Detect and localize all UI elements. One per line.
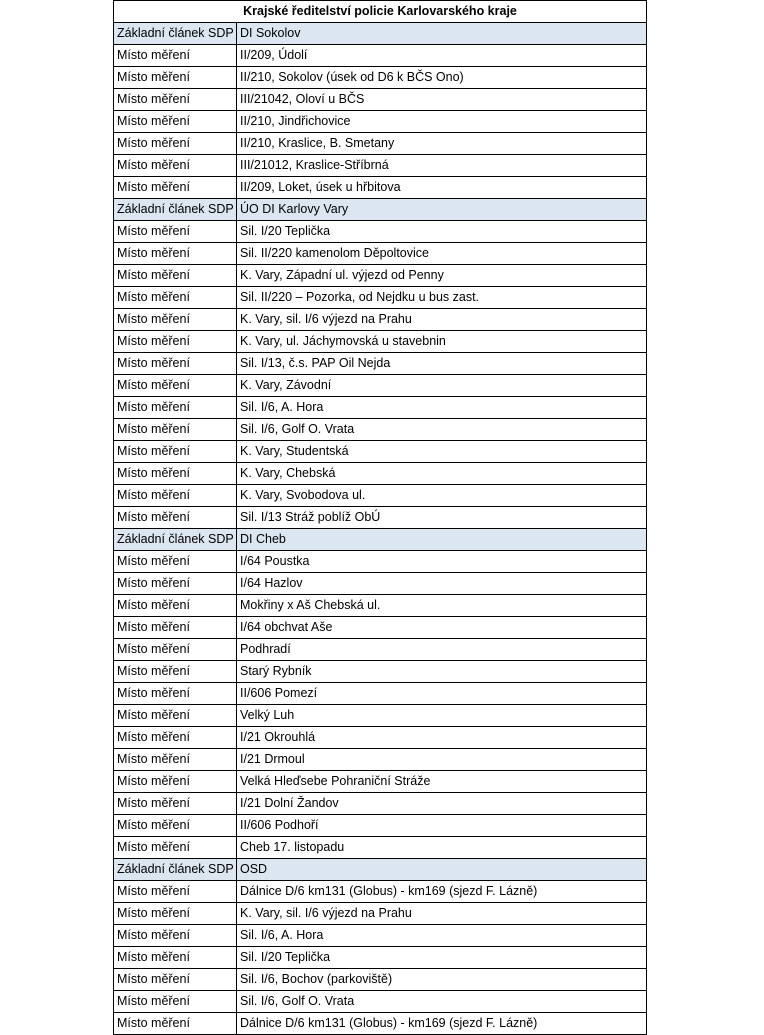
location-cell[interactable]: K. Vary, ul. Jáchymovská u stavebnin <box>237 331 647 353</box>
section-unit-cell[interactable]: DI Sokolov <box>237 23 647 45</box>
table-body <box>114 23 647 1035</box>
location-cell[interactable]: Sil. I/13, č.s. PAP Oil Nejda <box>237 353 647 375</box>
row-label-cell[interactable]: Místo měření <box>114 617 237 639</box>
section-label-cell[interactable]: Základní článek SDP <box>114 23 237 45</box>
location-cell[interactable]: K. Vary, sil. I/6 výjezd na Prahu <box>237 903 647 925</box>
row-label-cell[interactable]: Místo měření <box>114 793 237 815</box>
table-row <box>114 573 647 595</box>
table-row <box>114 133 647 155</box>
row-label-cell[interactable]: Místo měření <box>114 419 237 441</box>
location-cell[interactable]: K. Vary, Svobodova ul. <box>237 485 647 507</box>
location-cell[interactable]: Mokřiny x Aš Chebská ul. <box>237 595 647 617</box>
row-label-cell[interactable]: Místo měření <box>114 265 237 287</box>
row-label-cell[interactable]: Místo měření <box>114 881 237 903</box>
location-cell[interactable]: I/64 Poustka <box>237 551 647 573</box>
table-row <box>114 749 647 771</box>
table-row <box>114 463 647 485</box>
section-header-row <box>114 529 647 551</box>
row-label-cell[interactable]: Místo měření <box>114 903 237 925</box>
table-row <box>114 177 647 199</box>
table-row <box>114 551 647 573</box>
section-header-row <box>114 199 647 221</box>
table-row <box>114 815 647 837</box>
table-row <box>114 419 647 441</box>
table-row <box>114 683 647 705</box>
row-label-cell[interactable]: Místo měření <box>114 573 237 595</box>
row-label-cell[interactable]: Místo měření <box>114 551 237 573</box>
row-label-cell[interactable]: Místo měření <box>114 309 237 331</box>
table-row <box>114 155 647 177</box>
table-row <box>114 397 647 419</box>
table-row <box>114 507 647 529</box>
row-label-cell[interactable]: Místo měření <box>114 991 237 1013</box>
location-cell[interactable]: Velká Hleďsebe Pohraniční Stráže <box>237 771 647 793</box>
location-cell[interactable]: K. Vary, Závodní <box>237 375 647 397</box>
table-row <box>114 331 647 353</box>
location-cell[interactable]: II/606 Podhoří <box>237 815 647 837</box>
table-row <box>114 243 647 265</box>
row-label-cell[interactable]: Místo měření <box>114 925 237 947</box>
table-row <box>114 947 647 969</box>
row-label-cell[interactable]: Místo měření <box>114 221 237 243</box>
table-row <box>114 441 647 463</box>
location-cell[interactable]: K. Vary, Chebská <box>237 463 647 485</box>
row-label-cell[interactable]: Místo měření <box>114 441 237 463</box>
row-label-cell[interactable]: Místo měření <box>114 155 237 177</box>
row-label-cell[interactable]: Místo měření <box>114 661 237 683</box>
row-label-cell[interactable]: Místo měření <box>114 1013 237 1035</box>
location-cell[interactable]: II/210, Kraslice, B. Smetany <box>237 133 647 155</box>
location-cell[interactable]: Dálnice D/6 km131 (Globus) - km169 (sjezd F. Lázně) <box>237 881 647 903</box>
table-row <box>114 265 647 287</box>
table-row <box>114 67 647 89</box>
location-cell[interactable]: I/64 Hazlov <box>237 573 647 595</box>
row-label-cell[interactable]: Místo měření <box>114 243 237 265</box>
table-row <box>114 485 647 507</box>
row-label-cell[interactable]: Místo měření <box>114 331 237 353</box>
row-label-cell[interactable]: Místo měření <box>114 639 237 661</box>
location-cell[interactable]: Sil. I/20 Teplička <box>237 947 647 969</box>
location-cell[interactable]: Cheb 17. listopadu <box>237 837 647 859</box>
table-row <box>114 111 647 133</box>
table-row <box>114 617 647 639</box>
table-title-row <box>114 1 647 23</box>
location-cell[interactable]: II/209, Údolí <box>237 45 647 67</box>
row-label-cell[interactable]: Místo měření <box>114 353 237 375</box>
table-title[interactable]: Krajské ředitelství policie Karlovarského kraje <box>114 1 647 23</box>
row-label-cell[interactable]: Místo měření <box>114 727 237 749</box>
row-label-cell[interactable]: Místo měření <box>114 837 237 859</box>
location-cell[interactable]: Starý Rybník <box>237 661 647 683</box>
row-label-cell[interactable]: Místo měření <box>114 749 237 771</box>
row-label-cell[interactable]: Místo měření <box>114 683 237 705</box>
location-cell[interactable]: I/64 obchvat Aše <box>237 617 647 639</box>
location-cell[interactable]: I/21 Dolní Žandov <box>237 793 647 815</box>
row-label-cell[interactable]: Místo měření <box>114 177 237 199</box>
row-label-cell[interactable]: Místo měření <box>114 947 237 969</box>
row-label-cell[interactable]: Místo měření <box>114 815 237 837</box>
location-cell[interactable]: III/21042, Oloví u BČS <box>237 89 647 111</box>
location-cell[interactable]: Sil. I/6, Golf O. Vrata <box>237 419 647 441</box>
location-cell[interactable]: Sil. I/20 Teplička <box>237 221 647 243</box>
location-cell[interactable]: Sil. I/13 Stráž poblíž ObÚ <box>237 507 647 529</box>
location-cell[interactable]: I/21 Okrouhlá <box>237 727 647 749</box>
location-cell[interactable]: II/209, Loket, úsek u hřbitova <box>237 177 647 199</box>
row-label-cell[interactable]: Místo měření <box>114 133 237 155</box>
table-row <box>114 969 647 991</box>
table-row <box>114 1013 647 1035</box>
table-row <box>114 45 647 67</box>
location-cell[interactable]: Sil. II/220 – Pozorka, od Nejdku u bus zast. <box>237 287 647 309</box>
table-row <box>114 221 647 243</box>
row-label-cell[interactable]: Místo měření <box>114 397 237 419</box>
section-label-cell[interactable]: Základní článek SDP <box>114 529 237 551</box>
table-row <box>114 705 647 727</box>
row-label-cell[interactable]: Místo měření <box>114 507 237 529</box>
table-row <box>114 991 647 1013</box>
location-cell[interactable]: Podhradí <box>237 639 647 661</box>
section-header-row <box>114 23 647 45</box>
section-unit-cell[interactable]: ÚO DI Karlovy Vary <box>237 199 647 221</box>
section-unit-cell[interactable]: OSD <box>237 859 647 881</box>
location-cell[interactable]: Sil. I/6, A. Hora <box>237 925 647 947</box>
table-row <box>114 89 647 111</box>
table-row <box>114 837 647 859</box>
location-cell[interactable]: Dálnice D/6 km131 (Globus) - km169 (sjezd F. Lázně) <box>237 1013 647 1035</box>
row-label-cell[interactable]: Místo měření <box>114 111 237 133</box>
location-cell[interactable]: III/21012, Kraslice-Stříbrná <box>237 155 647 177</box>
table-row <box>114 639 647 661</box>
location-cell[interactable]: Velký Luh <box>237 705 647 727</box>
table-row <box>114 771 647 793</box>
table-row <box>114 903 647 925</box>
location-cell[interactable]: II/210, Jindřichovice <box>237 111 647 133</box>
location-cell[interactable]: K. Vary, Západní ul. výjezd od Penny <box>237 265 647 287</box>
row-label-cell[interactable]: Místo měření <box>114 463 237 485</box>
location-cell[interactable]: Sil. I/6, A. Hora <box>237 397 647 419</box>
row-label-cell[interactable]: Místo měření <box>114 67 237 89</box>
row-label-cell[interactable]: Místo měření <box>114 45 237 67</box>
location-cell[interactable]: II/210, Sokolov (úsek od D6 k BČS Ono) <box>237 67 647 89</box>
table-row <box>114 727 647 749</box>
location-cell[interactable]: I/21 Drmoul <box>237 749 647 771</box>
row-label-cell[interactable]: Místo měření <box>114 485 237 507</box>
table-row <box>114 309 647 331</box>
table-row <box>114 925 647 947</box>
row-label-cell[interactable]: Místo měření <box>114 595 237 617</box>
row-label-cell[interactable]: Místo měření <box>114 705 237 727</box>
row-label-cell[interactable]: Místo měření <box>114 771 237 793</box>
table-row <box>114 375 647 397</box>
table-row <box>114 353 647 375</box>
table-row <box>114 881 647 903</box>
location-cell[interactable]: Sil. I/6, Golf O. Vrata <box>237 991 647 1013</box>
table-row <box>114 793 647 815</box>
table-row <box>114 595 647 617</box>
section-header-row <box>114 859 647 881</box>
location-cell[interactable]: K. Vary, Studentská <box>237 441 647 463</box>
section-unit-cell[interactable]: DI Cheb <box>237 529 647 551</box>
location-cell[interactable]: II/606 Pomezí <box>237 683 647 705</box>
row-label-cell[interactable]: Místo měření <box>114 89 237 111</box>
location-cell[interactable]: K. Vary, sil. I/6 výjezd na Prahu <box>237 309 647 331</box>
measurement-locations-table <box>113 0 647 1035</box>
row-label-cell[interactable]: Místo měření <box>114 375 237 397</box>
section-label-cell[interactable]: Základní článek SDP <box>114 199 237 221</box>
table-row <box>114 661 647 683</box>
row-label-cell[interactable]: Místo měření <box>114 969 237 991</box>
location-cell[interactable]: Sil. II/220 kamenolom Děpoltovice <box>237 243 647 265</box>
table-row <box>114 287 647 309</box>
section-label-cell[interactable]: Základní článek SDP <box>114 859 237 881</box>
row-label-cell[interactable]: Místo měření <box>114 287 237 309</box>
location-cell[interactable]: Sil. I/6, Bochov (parkoviště) <box>237 969 647 991</box>
